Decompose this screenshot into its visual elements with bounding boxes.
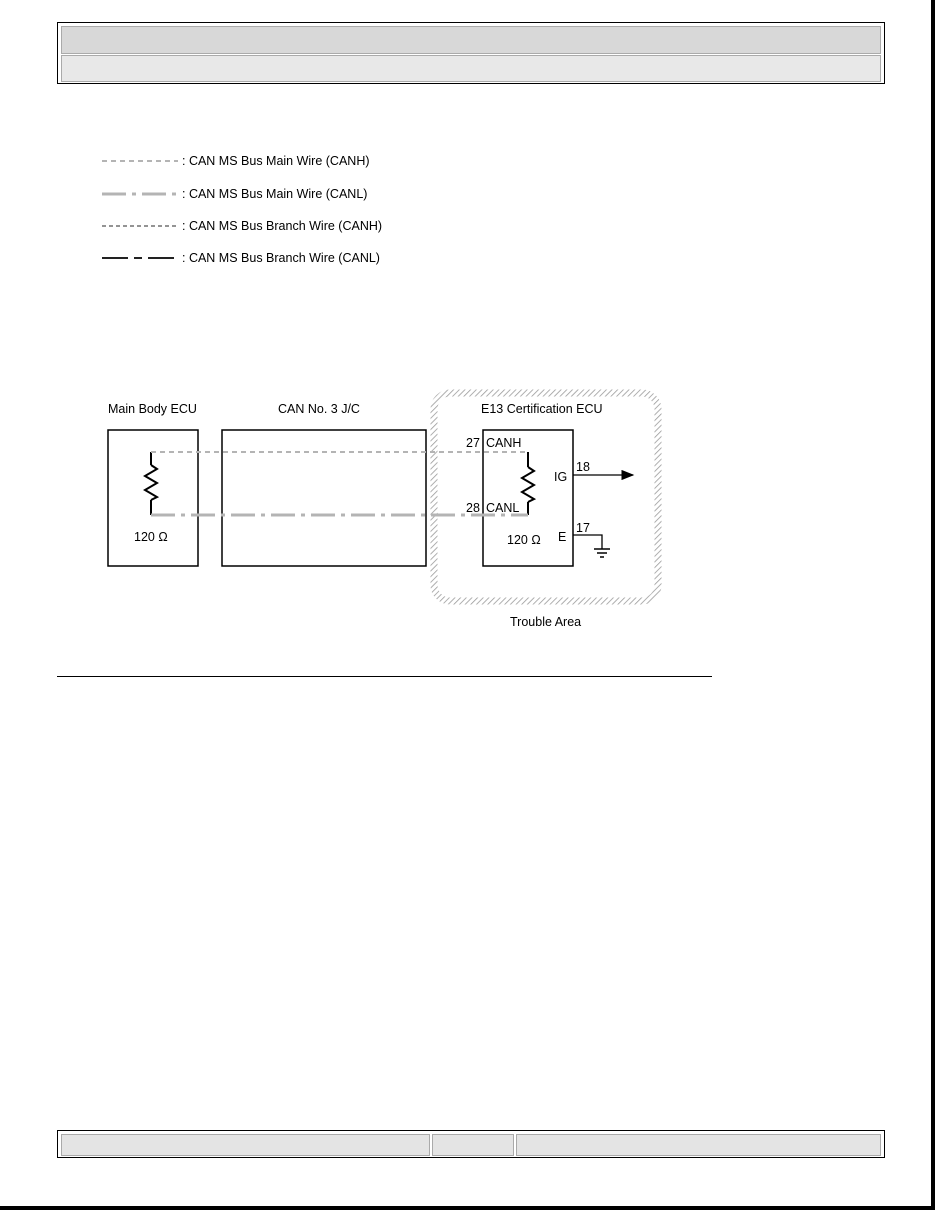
main-ecu-resistance: 120 Ω [134, 530, 168, 544]
junction-title: CAN No. 3 J/C [278, 402, 360, 416]
legend-label: : CAN MS Bus Main Wire (CANL) [182, 187, 368, 201]
legend-label: : CAN MS Bus Branch Wire (CANL) [182, 251, 380, 265]
ground-icon [573, 535, 610, 557]
ig-pin-label: IG [554, 470, 568, 484]
canh-pin-number: 27 [466, 436, 480, 450]
header-subtitle-bar [61, 55, 881, 82]
main-ecu-title: Main Body ECU [108, 402, 197, 416]
wiring-diagram [90, 385, 670, 635]
legend-swatch-main-canh [100, 153, 180, 169]
legend-label: : CAN MS Bus Main Wire (CANH) [182, 154, 370, 168]
legend-swatch-main-canl [100, 186, 180, 202]
trouble-area-label: Trouble Area [510, 615, 582, 629]
legend-item-main-canh [100, 153, 370, 169]
legend-swatch-branch-canh [100, 218, 180, 234]
cert-ecu-title: E13 Certification ECU [481, 402, 603, 416]
footer-cell-middle [432, 1134, 514, 1156]
header-title-bar [61, 26, 881, 54]
footer-cell-left [61, 1134, 430, 1156]
page-header [57, 22, 885, 84]
e-pin-number: 17 [576, 521, 590, 535]
e-pin-label: E [558, 530, 567, 544]
legend-label: : CAN MS Bus Branch Wire (CANH) [182, 219, 383, 233]
canl-pin-number: 28 [466, 501, 480, 515]
ig-pin-number: 18 [576, 460, 590, 474]
page-footer [57, 1130, 885, 1158]
legend-item-main-canl [100, 186, 367, 202]
footer-cell-right [516, 1134, 881, 1156]
canl-pin-label: CANL [486, 501, 520, 515]
legend-swatch-branch-canl [100, 250, 180, 266]
cert-ecu-resistance: 120 Ω [507, 533, 541, 547]
legend-item-branch-canh [100, 218, 382, 234]
legend-item-branch-canl [100, 250, 380, 266]
junction-box [222, 430, 426, 566]
canh-pin-label: CANH [486, 436, 522, 450]
section-divider [57, 676, 712, 677]
